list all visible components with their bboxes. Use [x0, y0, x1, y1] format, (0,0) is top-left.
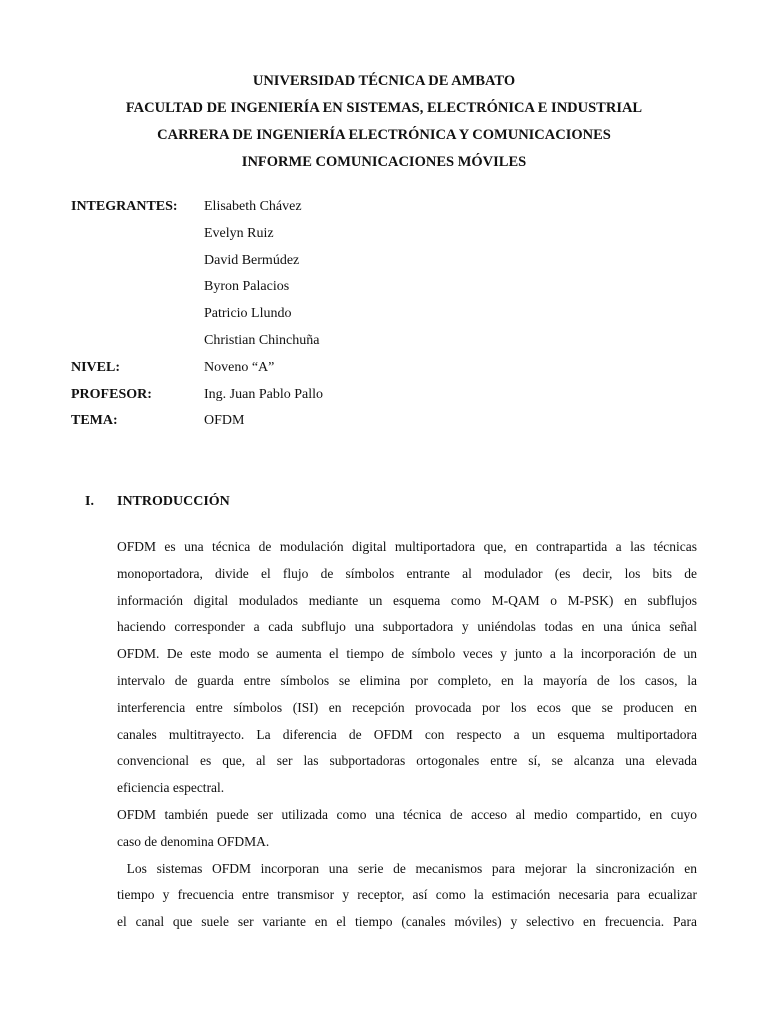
- info-row-member: [71, 331, 671, 358]
- university-title: UNIVERSIDAD TÉCNICA DE AMBATO: [252, 73, 516, 89]
- level-value: Noveno “A”: [204, 359, 275, 375]
- member-name: Patricio Llundo: [204, 306, 292, 322]
- member-name: Elisabeth Chávez: [204, 199, 302, 214]
- body-line: canales multitrayecto. La diferencia de OFDM con respecto a un esquema multiportadora: [117, 726, 697, 742]
- document-header: [0, 71, 768, 179]
- body-line: OFDM es una técnica de modulación digital multiportadora que, en contrapartida a las técnicas: [117, 539, 697, 554]
- body-line: OFDM también puede ser utilizada como una técnica de acceso al medio compartido, en cuyo: [117, 806, 697, 822]
- body-line: monoportadora, divide el flujo de símbolos entrante al modulador (es decir, los bits de: [117, 565, 697, 581]
- body-line: el canal que suele ser variante en el tiempo (canales móviles) y selectivo en frecuencia. Para: [117, 914, 697, 930]
- section-heading: [85, 492, 230, 512]
- section-number: I.: [85, 494, 94, 509]
- info-block: [71, 197, 671, 438]
- body-line: información digital modulados mediante un esquema como M-QAM o M-PSK) en subflujos: [117, 592, 697, 608]
- member-name: Christian Chinchuña: [204, 332, 320, 348]
- info-row-member: [71, 224, 671, 251]
- info-row-members: [71, 197, 671, 224]
- faculty-title: FACULTAD DE INGENIERÍA EN SISTEMAS, ELECTRÓNICA E INDUSTRIAL: [125, 100, 643, 116]
- members-label: INTEGRANTES:: [71, 199, 178, 214]
- info-row-level: [71, 358, 671, 385]
- topic-label: TEMA:: [71, 413, 118, 429]
- info-row-member: [71, 304, 671, 331]
- career-title: CARRERA DE INGENIERÍA ELECTRÓNICA Y COMUNICACIONES: [157, 127, 611, 143]
- body-line: tiempo y frecuencia entre transmisor y receptor, así como la estimación necesaria para ecualizar: [117, 887, 697, 903]
- body-line: eficiencia espectral.: [117, 780, 225, 796]
- member-name: Byron Palacios: [204, 279, 290, 295]
- body-line: Los sistemas OFDM incorporan una serie de mecanismos para mejorar la sincronización en: [117, 860, 697, 876]
- topic-value: OFDM: [204, 413, 245, 429]
- body-line: interferencia entre símbolos (ISI) en recepción provocada por los ecos que se producen en: [117, 699, 697, 715]
- body-line: OFDM. De este modo se aumenta el tiempo de símbolo veces y junto a la incorporación de un: [117, 646, 697, 662]
- member-name: David Bermúdez: [204, 252, 300, 268]
- body-line: haciendo corresponder a cada subflujo una subportadora y uniéndolas todas en una única señal: [117, 619, 697, 635]
- body-line: caso de denomina OFDMA.: [117, 833, 270, 849]
- body-paragraphs: [117, 537, 697, 939]
- body-line: convencional es que, al ser las subportadoras ortogonales entre sí, se alcanza una elevada: [117, 753, 697, 769]
- report-title: INFORME COMUNICACIONES MÓVILES: [241, 154, 527, 170]
- professor-label: PROFESOR:: [71, 386, 152, 402]
- professor-value: Ing. Juan Pablo Pallo: [204, 386, 323, 402]
- info-row-member: [71, 277, 671, 304]
- info-row-professor: [71, 385, 671, 412]
- section-title: INTRODUCCIÓN: [117, 494, 230, 509]
- body-line: intervalo de guarda entre símbolos se elimina por completo, en la mayoría de los casos, la: [117, 672, 697, 688]
- info-row-topic: [71, 411, 671, 438]
- member-name: Evelyn Ruiz: [204, 225, 274, 241]
- info-row-member: [71, 251, 671, 278]
- level-label: NIVEL:: [71, 359, 121, 375]
